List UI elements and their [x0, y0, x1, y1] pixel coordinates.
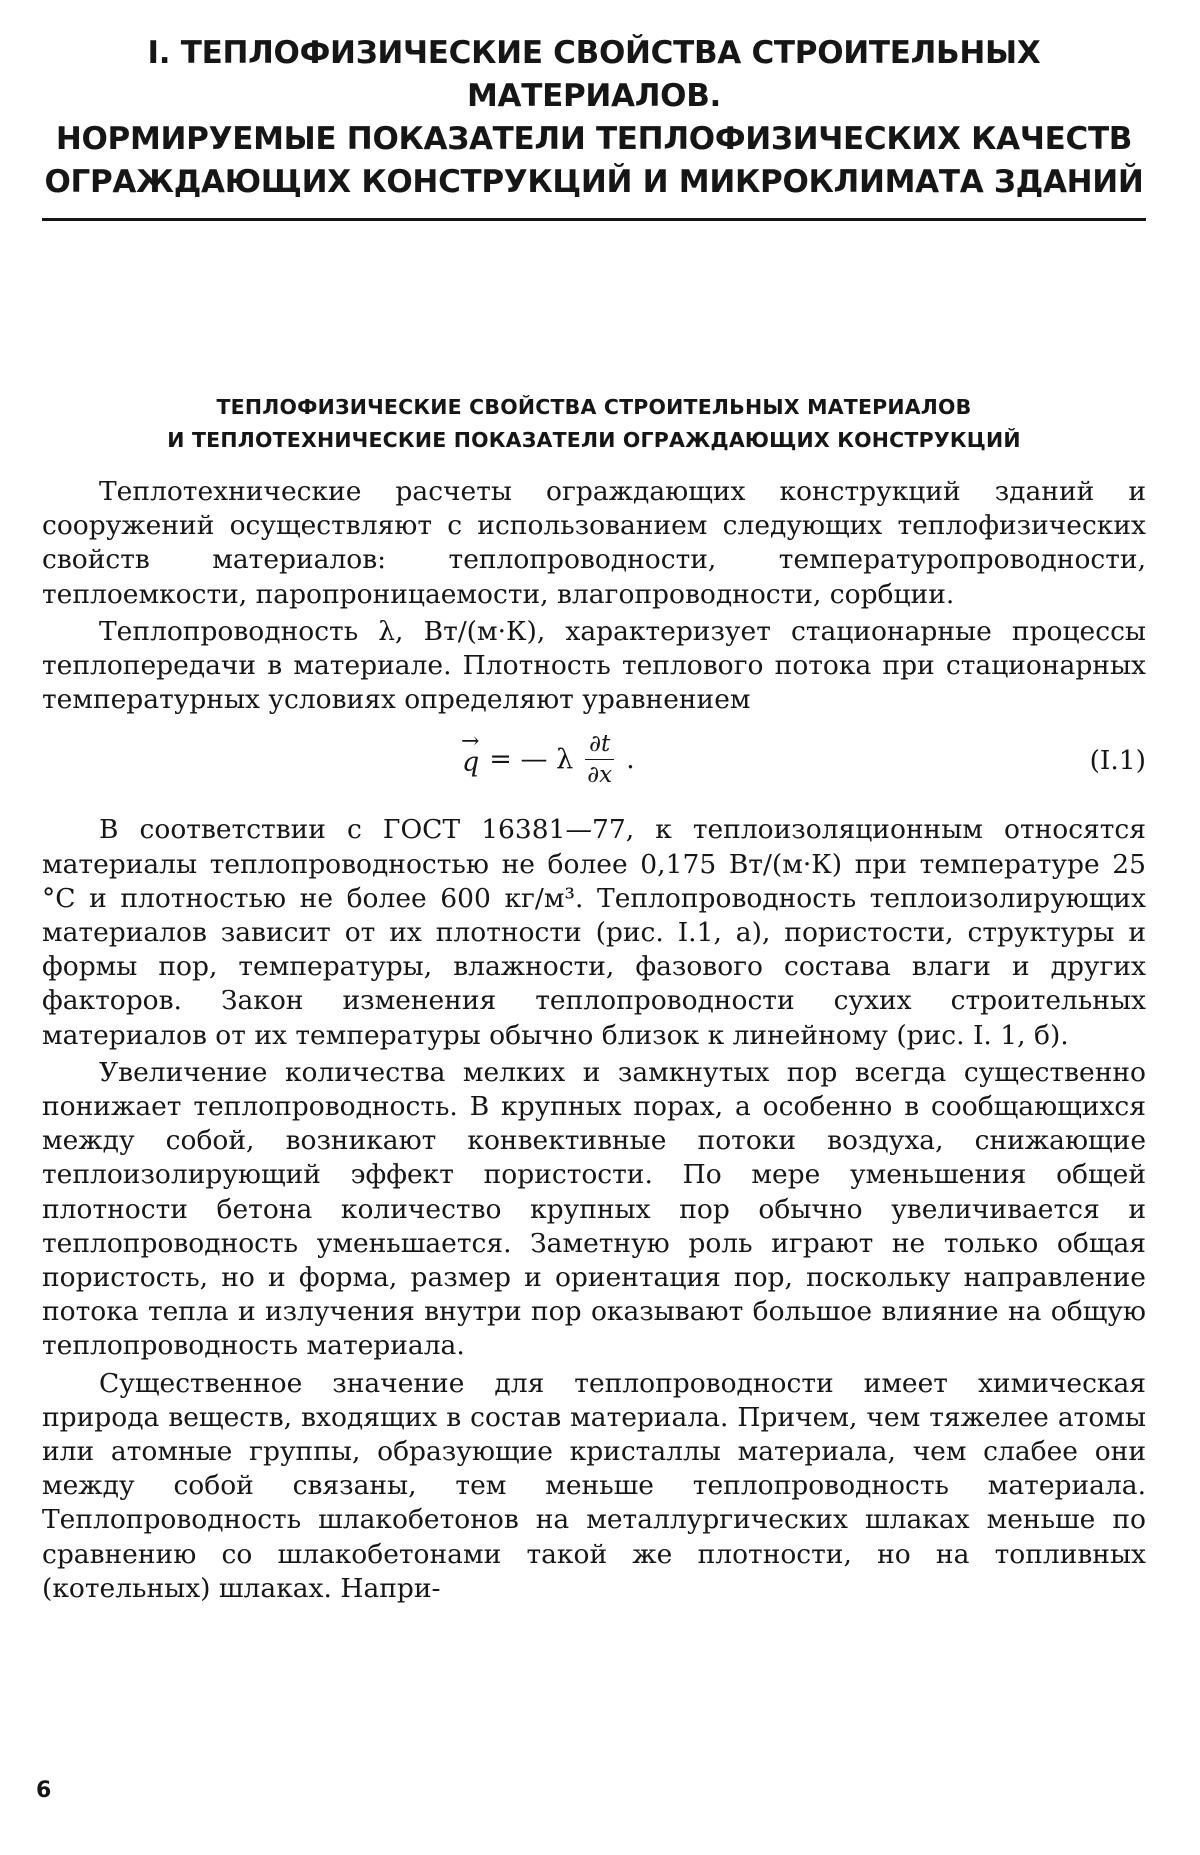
- partial-derivative: [583, 731, 616, 788]
- equation-body: [462, 731, 635, 788]
- paragraph: Увеличение количества мелких и замкнутых пор всегда существенно понижает теплопроводность. В крупных порах, а особенно в сообщающихся между собой, возникают конвективные потоки воздуха, снижающие теплоизолирующий эффект пористости. По мере уменьшения общей плотности бетона количество крупных пор обычно увеличивается и теплопроводность уменьшается. Заметную роль играют не только общая пористость, но и форма, размер и ориентация пор, поскольку направление потока тепла и излучения внутри пор оказывают большое влияние на общую теплопроводность материала.: [42, 1056, 1146, 1362]
- chapter-title-line: ОГРАЖДАЮЩИХ КОНСТРУКЦИЙ И МИКРОКЛИМАТА ЗДАНИЙ: [44, 164, 1144, 200]
- chapter-title: [42, 32, 1146, 204]
- section-title-line: И ТЕПЛОТЕХНИЧЕСКИЕ ПОКАЗАТЕЛИ ОГРАЖДАЮЩИХ КОНСТРУКЦИЙ: [167, 428, 1021, 452]
- chapter-divider: [42, 218, 1146, 221]
- page-number: 6: [36, 1778, 52, 1803]
- paragraph: Теплопроводность λ, Вт/(м·К), характеризует стационарные процессы теплопередачи в материале. Плотность теплового потока при стационарных температурных условиях определяют уравнением: [42, 615, 1146, 716]
- derivative-denominator: ∂x: [587, 762, 613, 789]
- chapter-title-line: НОРМИРУЕМЫЕ ПОКАЗАТЕЛИ ТЕПЛОФИЗИЧЕСКИХ КАЧЕСТВ: [55, 121, 1133, 157]
- equation-period: .: [626, 744, 635, 776]
- paragraph: Существенное значение для теплопроводности имеет химическая природа веществ, входящих в состав материала. Причем, чем тяжелее атомы или атомные группы, образующие кристаллы материала, чем слабее они между собой связаны, тем меньше теплопроводность материала. Теплопроводность шлакобетонов на металлургических шлаках меньше по сравнению со шлакобетонами такой же плотности, но на топливных (котельных) шлаках. Напри-: [42, 1367, 1146, 1604]
- vector-symbol: q: [462, 747, 480, 779]
- equation-number: (I.1): [1089, 745, 1146, 777]
- heat-flux-vector: [461, 729, 480, 779]
- section-title-line: ТЕПЛОФИЗИЧЕСКИЕ СВОЙСТВА СТРОИТЕЛЬНЫХ МАТЕРИАЛОВ: [216, 395, 972, 419]
- derivative-numerator: ∂t: [585, 731, 614, 760]
- paragraph: Теплотехнические расчеты ограждающих конструкций зданий и сооружений осуществляют с использованием следующих теплофизических свойств материалов: теплопроводности, температуропроводности, теплоемкости, паропроницаемости, влагопроводности, сорбции.: [42, 476, 1146, 610]
- section-title: [42, 391, 1146, 457]
- equation: [42, 725, 1146, 799]
- equation-rhs: = — λ: [489, 744, 574, 776]
- vector-arrow: →: [461, 729, 480, 755]
- chapter-title-line: I. ТЕПЛОФИЗИЧЕСКИЕ СВОЙСТВА СТРОИТЕЛЬНЫХ МАТЕРИАЛОВ.: [147, 35, 1041, 114]
- paragraph: В соответствии с ГОСТ 16381—77, к теплоизоляционным относятся материалы теплопроводностью не более 0,175 Вт/(м·К) при температуре 25 °С и плотностью не более 600 кг/м³. Теплопроводность теплоизолирующих материалов зависит от их плотности (рис. I.1, а), пористости, структуры и формы пор, температуры, влажности, фазового состава влаги и других факторов. Закон изменения теплопроводности сухих строительных материалов от их температуры обычно близок к линейному (рис. I. 1, б).: [42, 814, 1146, 1051]
- document-page: [42, 32, 1146, 1606]
